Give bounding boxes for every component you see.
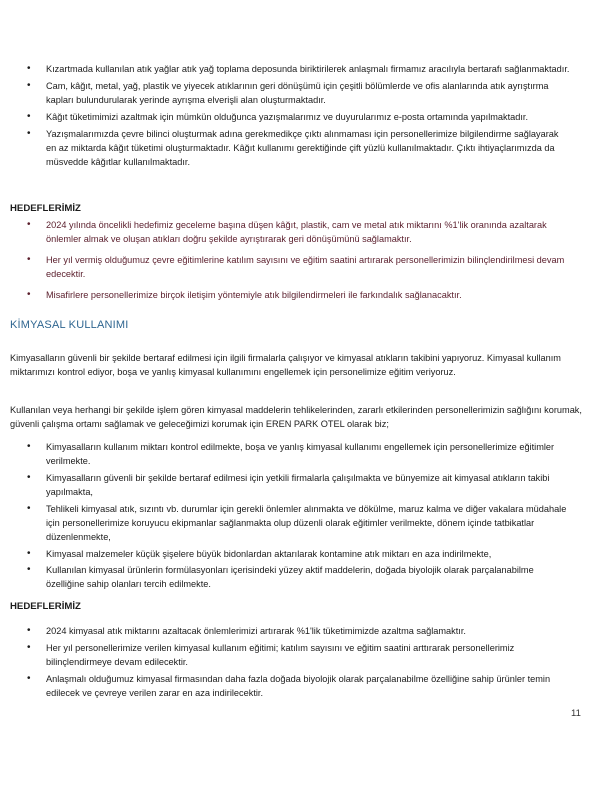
list-item: • Tehlikeli kimyasal atık, sızıntı vb. durumlar için gerekli önlemler alınmakta ve dökülme, maruz kalma ve diğer vakalara müdahale için personellerimize koruyucu ekipmanlar sağlanmakta olup düzenli olarak eğitimler verilmekte, dönem içinde tatbikatlar düzenlenmekte,: [10, 502, 570, 544]
list-item: • Kimyasalların güvenli bir şekilde bertaraf edilmesi için yetkili firmalarla çalışılmakta ve bünyemize ait kimyasal atıkların takibi yapılmakta,: [10, 471, 570, 499]
list-item: • Cam, kâğıt, metal, yağ, plastik ve yiyecek atıklarının geri dönüşümü için çeşitli bölümlerde ve ofis alanlarında atık ayrıştırma kapları bulundurularak yerinde ayrışma elverişli alan oluşturmaktadır.: [10, 79, 570, 107]
list-item: • 2024 kimyasal atık miktarını azaltacak önlemlerimizi artırarak %1'lik tüketimimizde azaltma sağlamaktır.: [10, 624, 570, 638]
list-item: • Yazışmalarımızda çevre bilinci oluşturmak adına gerekmedikçe çıktı alınmaması için personellerimize bilgilendirme sağlayarak en az miktarda kâğıt tüketimi oluşturmaktadır. Kâğıt kullanımı gerektiğinde çift yüzlü kullanılmaktadır. Çıktı ihtiyaçlarımızda da müsvedde kâğıtlar kullanılmaktadır.: [10, 127, 570, 169]
list-item: • Misafirlere personellerimize birçok iletişim yöntemiyle atık bilgilendirmeleri ile farkındalık sağlanacaktır.: [10, 288, 570, 302]
list-item: • Kimyasalların kullanım miktarı kontrol edilmekte, boşa ve yanlış kimyasal kullanımı engellemek için personellerimize eğitimler verilmekte.: [10, 440, 570, 468]
waste-practices-list: [10, 62, 570, 169]
goals-list: [10, 624, 570, 700]
list-item: • Kimyasal malzemeler küçük şişelere büyük bidonlardan aktarılarak kontamine atık miktarı en aza indirilmekte,: [10, 547, 570, 561]
list-item: • 2024 yılında öncelikli hedefimiz geceleme başına düşen kâğıt, plastik, cam ve metal atık miktarını %1'lik oranında azaltarak önlemler almak ve oluşan atıkları doğru şekilde ayrıştırarak geri dönüşümünü sağlamaktır.: [10, 218, 570, 246]
list-item: • Anlaşmalı olduğumuz kimyasal firmasından daha fazla doğada biyolojik olarak parçalanabilme özelliğine sahip ürünler temin edilecek ve çevreye verilen zarar en aza indirilecektir.: [10, 672, 570, 700]
list-item: • Her yıl personellerimize verilen kimyasal kullanım eğitimi; katılım sayısını ve eğitim saatini arttırarak personellerimiz bilinçlendirmeye devam edilecektir.: [10, 641, 570, 669]
section-title: KİMYASAL KULLANIMI: [10, 319, 129, 331]
list-item: • Kâğıt tüketimimizi azaltmak için mümkün olduğunca yazışmalarımız ve duyurularımız e-posta ortamında yapılmaktadır.: [10, 110, 570, 124]
list-item: • Kızartmada kullanılan atık yağlar atık yağ toplama deposunda biriktirilerek anlaşmalı firmamız aracılıyla bertarafı sağlanmaktadır.: [10, 62, 570, 76]
chemical-practices-list: [10, 440, 570, 591]
list-item: • Her yıl vermiş olduğumuz çevre eğitimlerine katılım sayısını ve eğitim saatini artırarak personellerimizin bilinçlendirilmesi devam edecektir.: [10, 253, 570, 281]
goals-list: [10, 218, 570, 302]
list-item: • Kullanılan kimyasal ürünlerin formülasyonları içerisindeki yüzey aktif maddelerin, doğada biyolojik olarak parçalanabilme özelliğine sahip olanları tercih edilmekte.: [10, 563, 570, 591]
goals-heading: HEDEFLERİMİZ: [10, 203, 81, 214]
paragraph: Kullanılan veya herhangi bir şekilde işlem gören kimyasal maddelerin tehlikelerinden, zararlı etkilerinden personellerimizin sağlığını korumak, güvenli çalışma ortamı sağlamak ve geleceğimizi korumak için EREN PARK OTEL olarak biz;: [10, 405, 582, 429]
paragraph: Kimyasalların güvenli bir şekilde bertaraf edilmesi için ilgili firmalarla çalışıyor ve kimyasal atıkların takibini yapıyoruz. Kimyasal kullanım miktarımızı kontrol ediyor, boşa ve yanlış kimyasal kullanımını engellemek için personelimize eğitim veriyoruz.: [10, 353, 561, 377]
goals-heading: HEDEFLERİMİZ: [10, 601, 81, 612]
page-number: 11: [571, 708, 581, 719]
